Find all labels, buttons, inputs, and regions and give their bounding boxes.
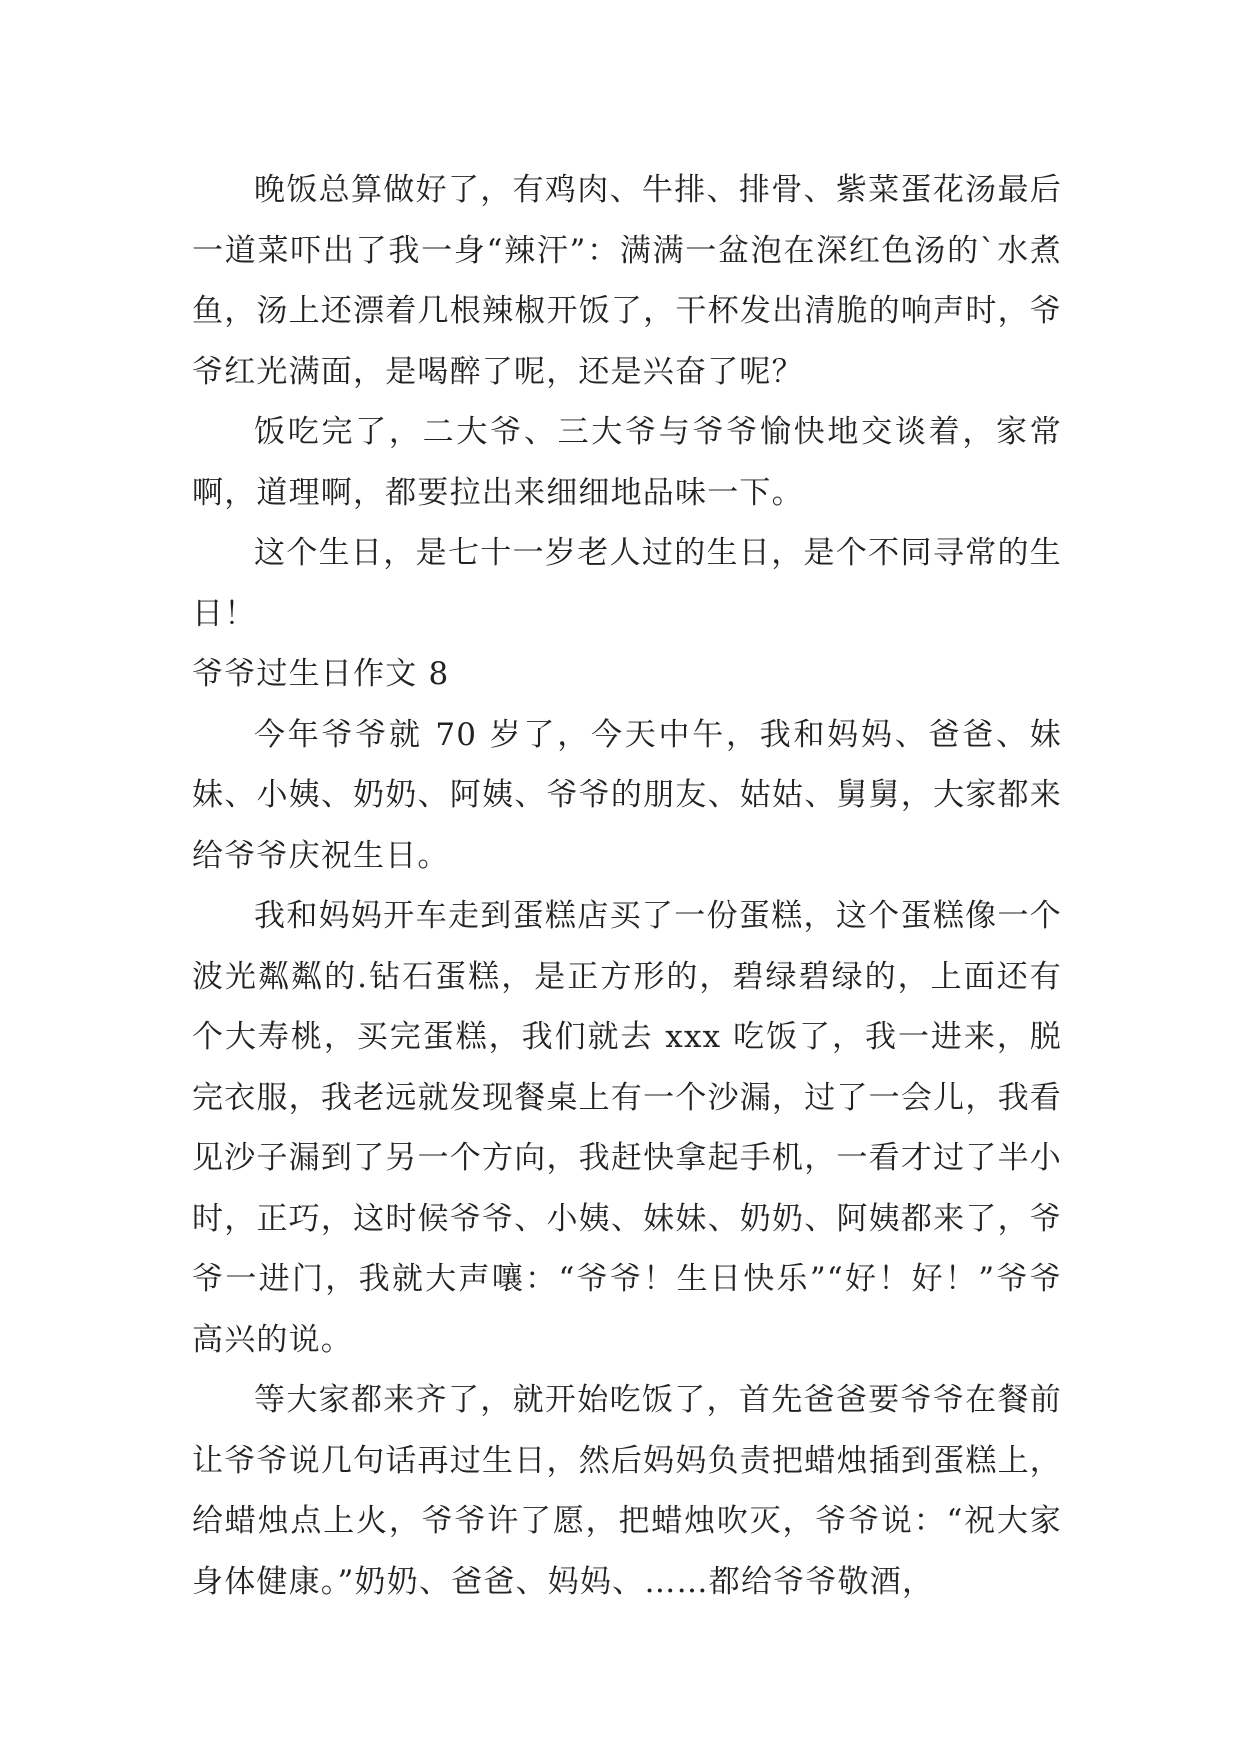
paragraph-intro: 今年爷爷就 70 岁了，今天中午，我和妈妈、爸爸、妹妹、小姨、奶奶、阿姨、爷爷的朋友、姑姑、舅舅，大家都来给爷爷庆祝生日。 xyxy=(192,716,1062,874)
essay-heading: 爷爷过生日作文 8 xyxy=(192,656,450,692)
paragraph-cake: 我和妈妈开车走到蛋糕店买了一份蛋糕，这个蛋糕像一个波光粼粼的.钻石蛋糕，是正方形的，碧绿碧绿的，上面还有个大寿桃，买完蛋糕，我们就去 xxx 吃饭了，我一进来，脱完衣服，我老远就发现餐桌上有一个沙漏，过了一会儿，我看见沙子漏到了另一个方向，我赶快拿起手机，一看才过了半小时，正巧，这时候爷爷、小姨、妹妹、奶奶、阿姨都来了，爷爷一进门，我就大声嚷：“爷爷！生日快乐”“好！好！”爷爷高兴的说。 xyxy=(192,898,1062,1358)
paragraph-birthday-summary: 这个生日，是七十一岁老人过的生日，是个不同寻常的生日！ xyxy=(192,535,1062,632)
document-body xyxy=(192,160,1062,1612)
paragraph-after-dinner: 饭吃完了，二大爷、三大爷与爷爷愉快地交谈着，家常啊，道理啊，都要拉出来细细地品味一下。 xyxy=(192,414,1062,511)
paragraph-dinner: 晚饭总算做好了，有鸡肉、牛排、排骨、紫菜蛋花汤最后一道菜吓出了我一身“辣汗”：满满一盆泡在深红色汤的`水煮鱼，汤上还漂着几根辣椒开饭了，干杯发出清脆的响声时，爷爷红光满面，是喝醉了呢，还是兴奋了呢？ xyxy=(192,172,1062,390)
paragraph-meal: 等大家都来齐了，就开始吃饭了，首先爸爸要爷爷在餐前让爷爷说几句话再过生日，然后妈妈负责把蜡烛插到蛋糕上，给蜡烛点上火，爷爷许了愿，把蜡烛吹灭，爷爷说：“祝大家身体健康。”奶奶、爸爸、妈妈、……都给爷爷敬酒， xyxy=(192,1382,1062,1600)
